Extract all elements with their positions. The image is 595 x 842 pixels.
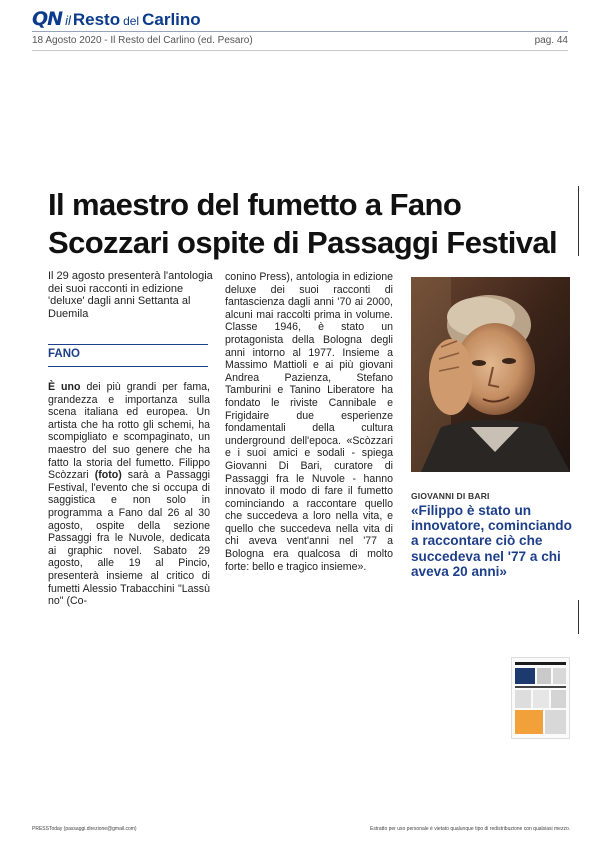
body-text-2: sarà a Passaggi Festival, l'evento che si occupa di saggistica e non solo in programma a Fano dal 26 al 30 agosto, ospite della sezione Passaggi fra le Nuvole, dedicata ai graphic novel. Sabato 29 agosto, alle 19 al Pincio, presenterà insieme al critico di fumetti Alessio Trabacchini "Lassù no" (Co- (48, 469, 210, 608)
newspaper-logo (32, 8, 201, 30)
section-rule-top (48, 344, 208, 345)
page-number: pag. 44 (534, 35, 568, 46)
logo-resto: Resto (72, 10, 121, 29)
photo-reference: (foto) (94, 469, 122, 482)
page-thumbnail (511, 657, 570, 739)
pull-quote: «Filippo è stato un innovatore, cominciando a raccontare ciò che succedeva nel '77 a chi aveva 20 anni» (411, 503, 572, 579)
headline-line-1: Il maestro del fumetto a Fano (48, 187, 462, 222)
article-body-column-2: conino Press), antologia in edizione deluxe dei suoi racconti di fantascienza dagli anni '70 ai 2000, alcuni mai raccolti prima in volume. Classe 1946, è stato un protagonista della Bologna degli anni intorno al 1977. Insieme a Massimo Mattioli e ai più giovani Andrea Pazienza, Stefano Tamburini e Tanino Liberatore ha fondato le riviste Cannibale e Frigidaire due esperienze fondamentali della cultura underground dell'epoca. «Scòzzari e i suoi amici e sodali - spiega Giovanni Di Bari, curatore di Passaggi fra le Nuvole - hanno innovato il modo di fare il fumetto cominciando a raccontare quello che succedeva a loro nella vita, e quello che succedeva nella vita di chi aveva vent'anni nel '77 a Bologna era qualcosa di molto forte: bello e tragico insieme». (225, 271, 393, 573)
portrait-photo (411, 277, 570, 472)
footer-notice: Estratto per uso personale è vietato qualunque tipo di redistribuzione con qualsiasi mezzo. (370, 826, 571, 832)
logo-carlino: Carlino (142, 10, 201, 29)
header-rule (32, 50, 568, 51)
headline-line-2: Scozzari ospite di Passaggi Festival (48, 225, 558, 260)
logo-il: il (65, 13, 71, 28)
footer-copyright: PRESSToday (passaggi.direzione@gmail.com) (32, 826, 137, 832)
article-edge-mark (578, 186, 579, 256)
masthead-divider (32, 31, 568, 32)
logo-del: del (123, 14, 140, 28)
photo-credit-name: GIOVANNI DI BARI (411, 491, 490, 501)
body-text-1: dei più grandi per fama, grandezza e importanza sulla scena italiana ed europea. Un artista che ha rotto gli schemi, ha scompigliato e scompaginato, un maestro del suo genere che ha fatto la storia del fumetto. Filippo Scòzzari (48, 381, 210, 482)
logo-qn: QN (32, 8, 63, 30)
article-edge-mark-lower (578, 600, 579, 634)
section-rule-bottom (48, 366, 208, 367)
dateline: 18 Agosto 2020 - Il Resto del Carlino (ed. Pesaro) (32, 35, 253, 46)
article-body-column-1 (48, 381, 210, 608)
article-summary: Il 29 agosto presenterà l'antologia dei suoi racconti in edizione 'deluxe' dagli anni Settanta al Duemila (48, 270, 213, 320)
section-label: FANO (48, 348, 80, 360)
lead-in: È uno (48, 381, 81, 393)
